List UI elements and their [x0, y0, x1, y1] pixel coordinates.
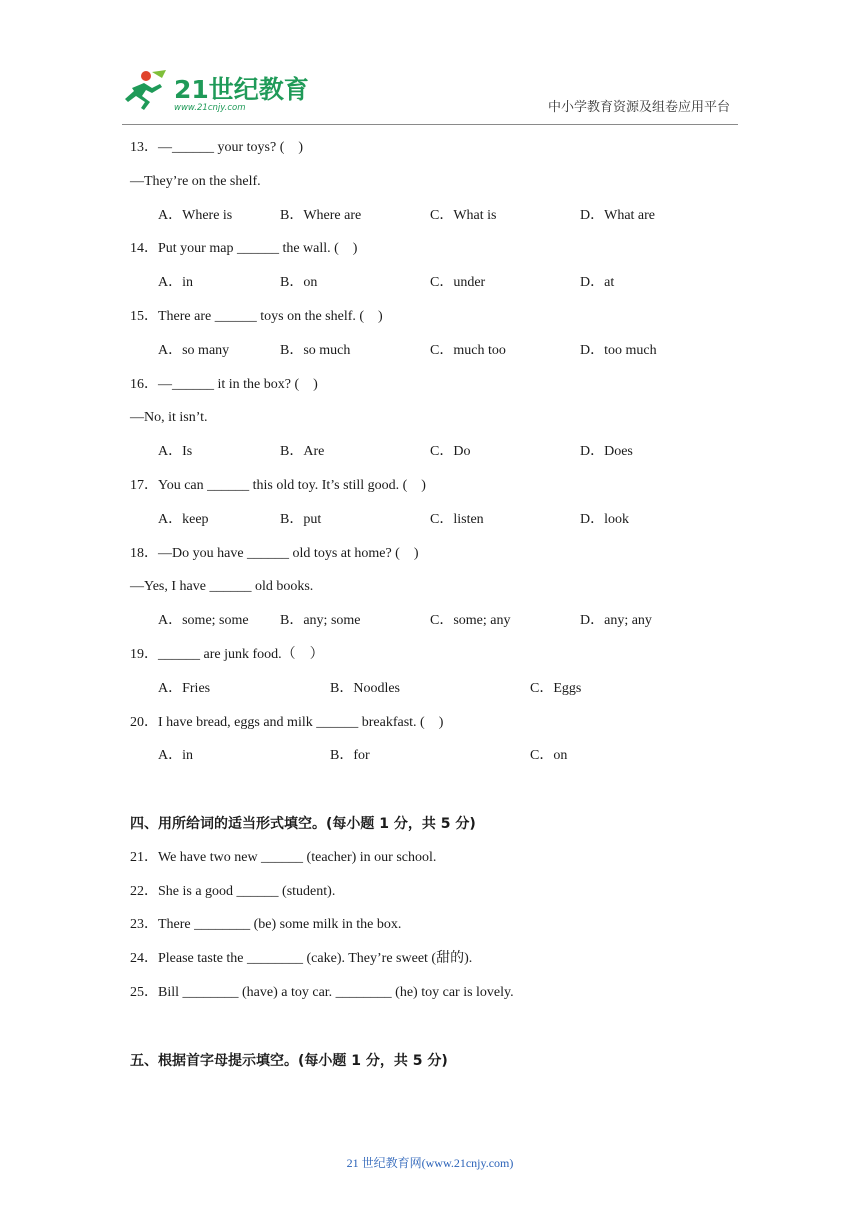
option-b: B．so much [280, 342, 351, 358]
question-reply: —No, it isn’t. [130, 410, 208, 426]
option-d: D．at [580, 275, 615, 291]
option-a: A．keep [158, 511, 209, 527]
options-row [130, 443, 750, 477]
option-a: A．Is [158, 444, 193, 460]
question-stem: 17．You can ______ this old toy. It’s still good. ( ) [130, 477, 426, 493]
runner-icon [125, 70, 166, 110]
option-d: D．look [580, 511, 629, 527]
option-b: B．any; some [280, 613, 361, 629]
page-header [0, 0, 860, 130]
question-stem: 16．—______ it in the box? ( ) [130, 376, 318, 392]
option-c: C．Eggs [530, 680, 582, 696]
option-a: A．in [158, 748, 193, 764]
question-stem: 19．______ are junk food.（ ） [130, 646, 324, 662]
option-c: C．some; any [430, 613, 511, 629]
options-row [130, 342, 750, 376]
logo-url: www.21cnjy.com [174, 103, 246, 113]
options-row [130, 274, 750, 308]
option-c: C．What is [430, 207, 497, 223]
logo [122, 66, 309, 116]
header-tagline: 中小学教育资源及组卷应用平台 [547, 100, 730, 115]
spacer [130, 781, 750, 815]
header-divider [122, 124, 738, 125]
option-c: C．listen [430, 511, 484, 527]
question-stem: 14．Put your map ______ the wall. ( ) [130, 241, 358, 257]
option-b: B．on [280, 275, 318, 291]
option-d: D．too much [580, 342, 657, 358]
option-a: A．in [158, 275, 193, 291]
options-row [130, 612, 750, 646]
options-row [130, 680, 750, 714]
spacer [130, 1018, 750, 1052]
section-5-title: 五、根据首字母提示填空。(每小题 1 分，共 5 分) [130, 1052, 448, 1069]
option-b: B．Noodles [330, 680, 400, 696]
option-b: B．Are [280, 444, 325, 460]
fill-item: 22．She is a good ______ (student). [130, 883, 336, 899]
question-reply: —They’re on the shelf. [130, 173, 261, 189]
page-footer: 21 世纪教育网(www.21cnjy.com) [346, 1156, 514, 1170]
option-b: B．Where are [280, 207, 362, 223]
option-c: C．under [430, 275, 486, 291]
fill-item: 23．There ________ (be) some milk in the box. [130, 917, 402, 933]
option-d: D．any; any [580, 613, 652, 629]
question-stem: 18．—Do you have ______ old toys at home? ( ) [130, 545, 419, 561]
question-reply: —Yes, I have ______ old books. [130, 579, 314, 595]
logo-text: 21世纪教育 [174, 75, 309, 104]
option-a: A．Where is [158, 207, 233, 223]
option-d: D．What are [580, 207, 656, 223]
option-b: B．put [280, 511, 322, 527]
fill-item: 25．Bill ________ (have) a toy car. ________ (he) toy car is lovely. [130, 984, 514, 1000]
options-row [130, 747, 750, 781]
exam-content [130, 139, 750, 1085]
option-a: A．Fries [158, 680, 211, 696]
option-b: B．for [330, 748, 370, 764]
option-c: C．on [530, 748, 568, 764]
option-a: A．so many [158, 342, 230, 358]
question-stem: 15．There are ______ toys on the shelf. ( ) [130, 308, 383, 324]
options-row [130, 511, 750, 545]
question-stem: 13．—______ your toys? ( ) [130, 140, 304, 155]
option-d: D．Does [580, 444, 633, 460]
question-stem: 20．I have bread, eggs and milk ______ breakfast. ( ) [130, 714, 444, 730]
section-4-title: 四、用所给词的适当形式填空。(每小题 1 分，共 5 分) [130, 815, 476, 832]
option-a: A．some; some [158, 613, 249, 629]
option-c: C．much too [430, 342, 506, 358]
fill-item: 21．We have two new ______ (teacher) in our school. [130, 849, 437, 865]
options-row [130, 207, 750, 241]
fill-item: 24．Please taste the ________ (cake). They’re sweet (甜的). [130, 951, 473, 967]
option-c: C．Do [430, 444, 471, 460]
